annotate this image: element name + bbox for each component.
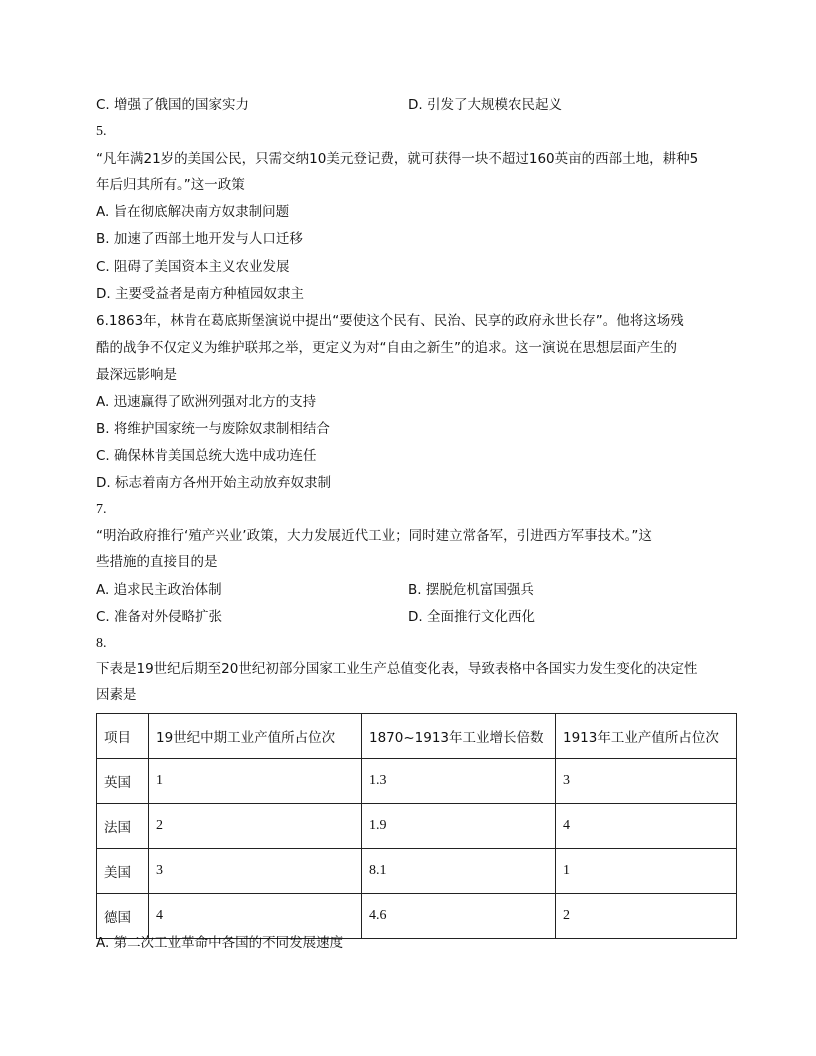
q5-stem-line2: 年后归其所有。”这一政策 xyxy=(96,177,245,193)
q7-option-b: B. 摆脱危机富国强兵 xyxy=(408,582,534,598)
q5-number: 5. xyxy=(96,124,107,139)
q8-stem-line1: 下表是19世纪后期至20世纪初部分国家工业生产总值变化表，导致表格中各国实力发生变化的决定性 xyxy=(96,661,698,677)
table-cell: 3 xyxy=(149,849,362,894)
table-header-cell: 1870~1913年工业增长倍数 xyxy=(362,714,556,759)
q7-stem-line1: “明治政府推行‘殖产兴业’政策，大力发展近代工业；同时建立常备军，引进西方军事技术。”这 xyxy=(96,528,652,544)
table-row xyxy=(97,849,737,894)
q4-option-c: C. 增强了俄国的国家实力 xyxy=(96,97,250,113)
table-cell-country: 英国 xyxy=(97,759,149,804)
q8-stem-line2: 因素是 xyxy=(96,687,137,703)
table-cell: 4 xyxy=(556,804,737,849)
q6-stem-line3: 最深远影响是 xyxy=(96,367,177,383)
q7-stem-line2: 些措施的直接目的是 xyxy=(96,554,218,570)
table-cell: 1 xyxy=(149,759,362,804)
q6-stem-line1: 6.1863年，林肯在葛底斯堡演说中提出“要使这个民有、民治、民享的政府永世长存”。他将这场残 xyxy=(96,313,684,329)
q5-option-d: D. 主要受益者是南方种植园奴隶主 xyxy=(96,286,304,302)
table-cell-country: 美国 xyxy=(97,849,149,894)
table-header-cell: 1913年工业产值所占位次 xyxy=(556,714,737,759)
table-header-cell: 19世纪中期工业产值所占位次 xyxy=(149,714,362,759)
table-cell: 2 xyxy=(149,804,362,849)
table-cell: 4.6 xyxy=(362,894,556,939)
q6-option-a: A. 迅速赢得了欧洲列强对北方的支持 xyxy=(96,394,317,410)
industrial-output-table xyxy=(96,713,737,939)
q5-stem-line1: “凡年满21岁的美国公民，只需交纳10美元登记费，就可获得一块不超过160英亩的西部土地，耕种5 xyxy=(96,151,699,167)
q8-number: 8. xyxy=(96,636,107,651)
table-row xyxy=(97,894,737,939)
q7-option-c: C. 准备对外侵略扩张 xyxy=(96,609,223,625)
q4-option-d: D. 引发了大规模农民起义 xyxy=(408,97,562,113)
q5-option-a: A. 旨在彻底解决南方奴隶制问题 xyxy=(96,204,290,220)
table-cell: 1 xyxy=(556,849,737,894)
table-cell: 1.9 xyxy=(362,804,556,849)
q5-option-b: B. 加速了西部土地开发与人口迁移 xyxy=(96,231,303,247)
table-cell: 4 xyxy=(149,894,362,939)
table-cell: 1.3 xyxy=(362,759,556,804)
q6-option-c: C. 确保林肯美国总统大选中成功连任 xyxy=(96,448,317,464)
table-cell-country: 法国 xyxy=(97,804,149,849)
q6-stem-line2: 酷的战争不仅定义为维护联邦之举，更定义为对“自由之新生”的追求。这一演说在思想层面产生的 xyxy=(96,340,677,356)
table-row xyxy=(97,759,737,804)
table-row xyxy=(97,804,737,849)
table-cell: 2 xyxy=(556,894,737,939)
q5-option-c: C. 阻碍了美国资本主义农业发展 xyxy=(96,259,290,275)
q7-number: 7. xyxy=(96,502,107,517)
q8-option-a: A. 第二次工业革命中各国的不同发展速度 xyxy=(96,935,344,951)
q6-option-d: D. 标志着南方各州开始主动放弃奴隶制 xyxy=(96,475,331,491)
q7-option-a: A. 追求民主政治体制 xyxy=(96,582,222,598)
table-cell: 3 xyxy=(556,759,737,804)
q6-option-b: B. 将维护国家统一与废除奴隶制相结合 xyxy=(96,421,330,437)
table-cell: 8.1 xyxy=(362,849,556,894)
q7-option-d: D. 全面推行文化西化 xyxy=(408,609,535,625)
table-cell-country: 德国 xyxy=(97,894,149,939)
table-header-cell: 项目 xyxy=(97,714,149,759)
table-header-row xyxy=(97,714,737,759)
